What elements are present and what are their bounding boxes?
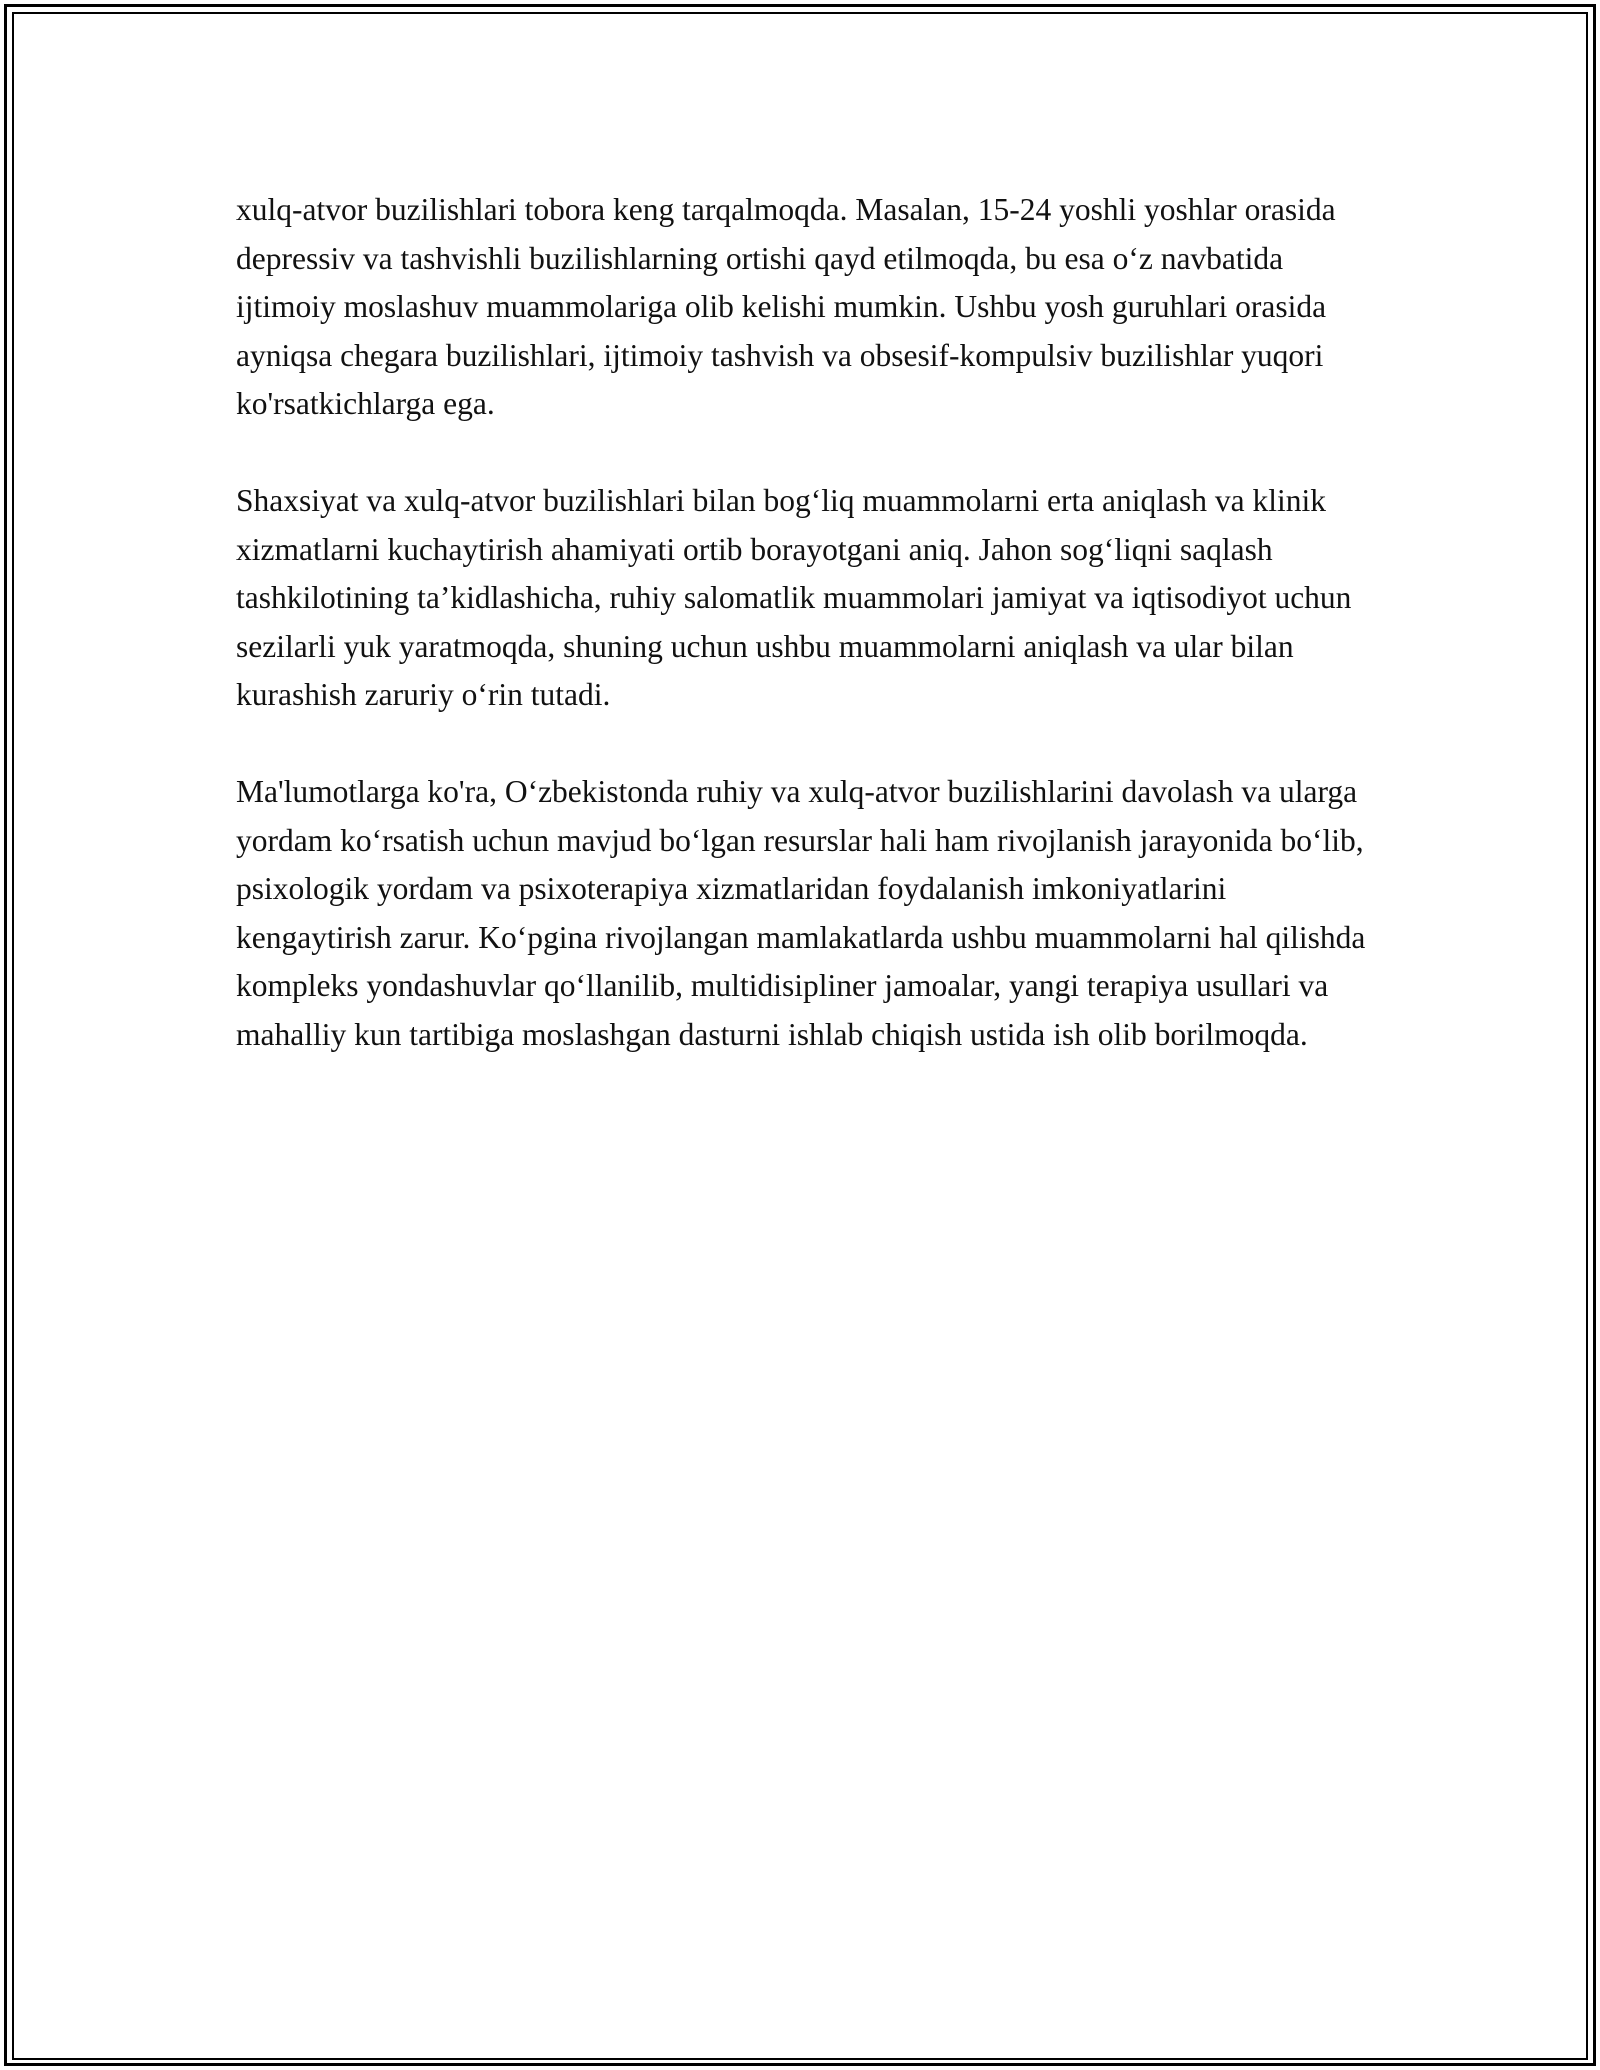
paragraph-1: xulq-atvor buzilishlari tobora keng tarqalmoqda. Masalan, 15-24 yoshli yoshlar orasida depressiv va tashvishli buzilishlarning ortishi qayd etilmoqda, bu esa o‘z navbatida ijtimoiy moslashuv muammolariga olib kelishi mumkin. Ushbu yosh guruhlari orasida ayniqsa chegara buzilishlari, ijtimoiy tashvish va obsesif-kompulsiv buzilishlar yuqori ko'rsatkichlarga ega. [236, 192, 1336, 421]
paragraph-2: Shaxsiyat va xulq-atvor buzilishlari bilan bog‘liq muammolarni erta aniqlash va klinik xizmatlarni kuchaytirish ahamiyati ortib borayotgani aniq. Jahon sog‘liqni saqlash tashkilotining ta’kidlashicha, ruhiy salomatlik muammolari jamiyat va iqtisodiyot uchun sezilarli yuk yaratmoqda, shuning uchun ushbu muammolarni aniqlash va ular bilan kurashish zaruriy o‘rin tutadi. [236, 483, 1352, 712]
paragraph-3: Ma'lumotlarga ko'ra, O‘zbekistonda ruhiy va xulq-atvor buzilishlarini davolash va ularga yordam ko‘rsatish uchun mavjud bo‘lgan resurslar hali ham rivojlanish jarayonida bo‘lib, psixologik yordam va psixoterapiya xizmatlaridan foydalanish imkoniyatlarini kengaytirish zarur. Ko‘pgina rivojlangan mamlakatlarda ushbu muammolarni hal qilishda kompleks yondashuvlar qo‘llanilib, multidisipliner jamoalar, yangi terapiya usullari va mahalliy kun tartibiga moslashgan dasturni ishlab chiqish ustida ish olib borilmoqda. [236, 774, 1366, 1052]
document-body [236, 186, 1376, 1108]
